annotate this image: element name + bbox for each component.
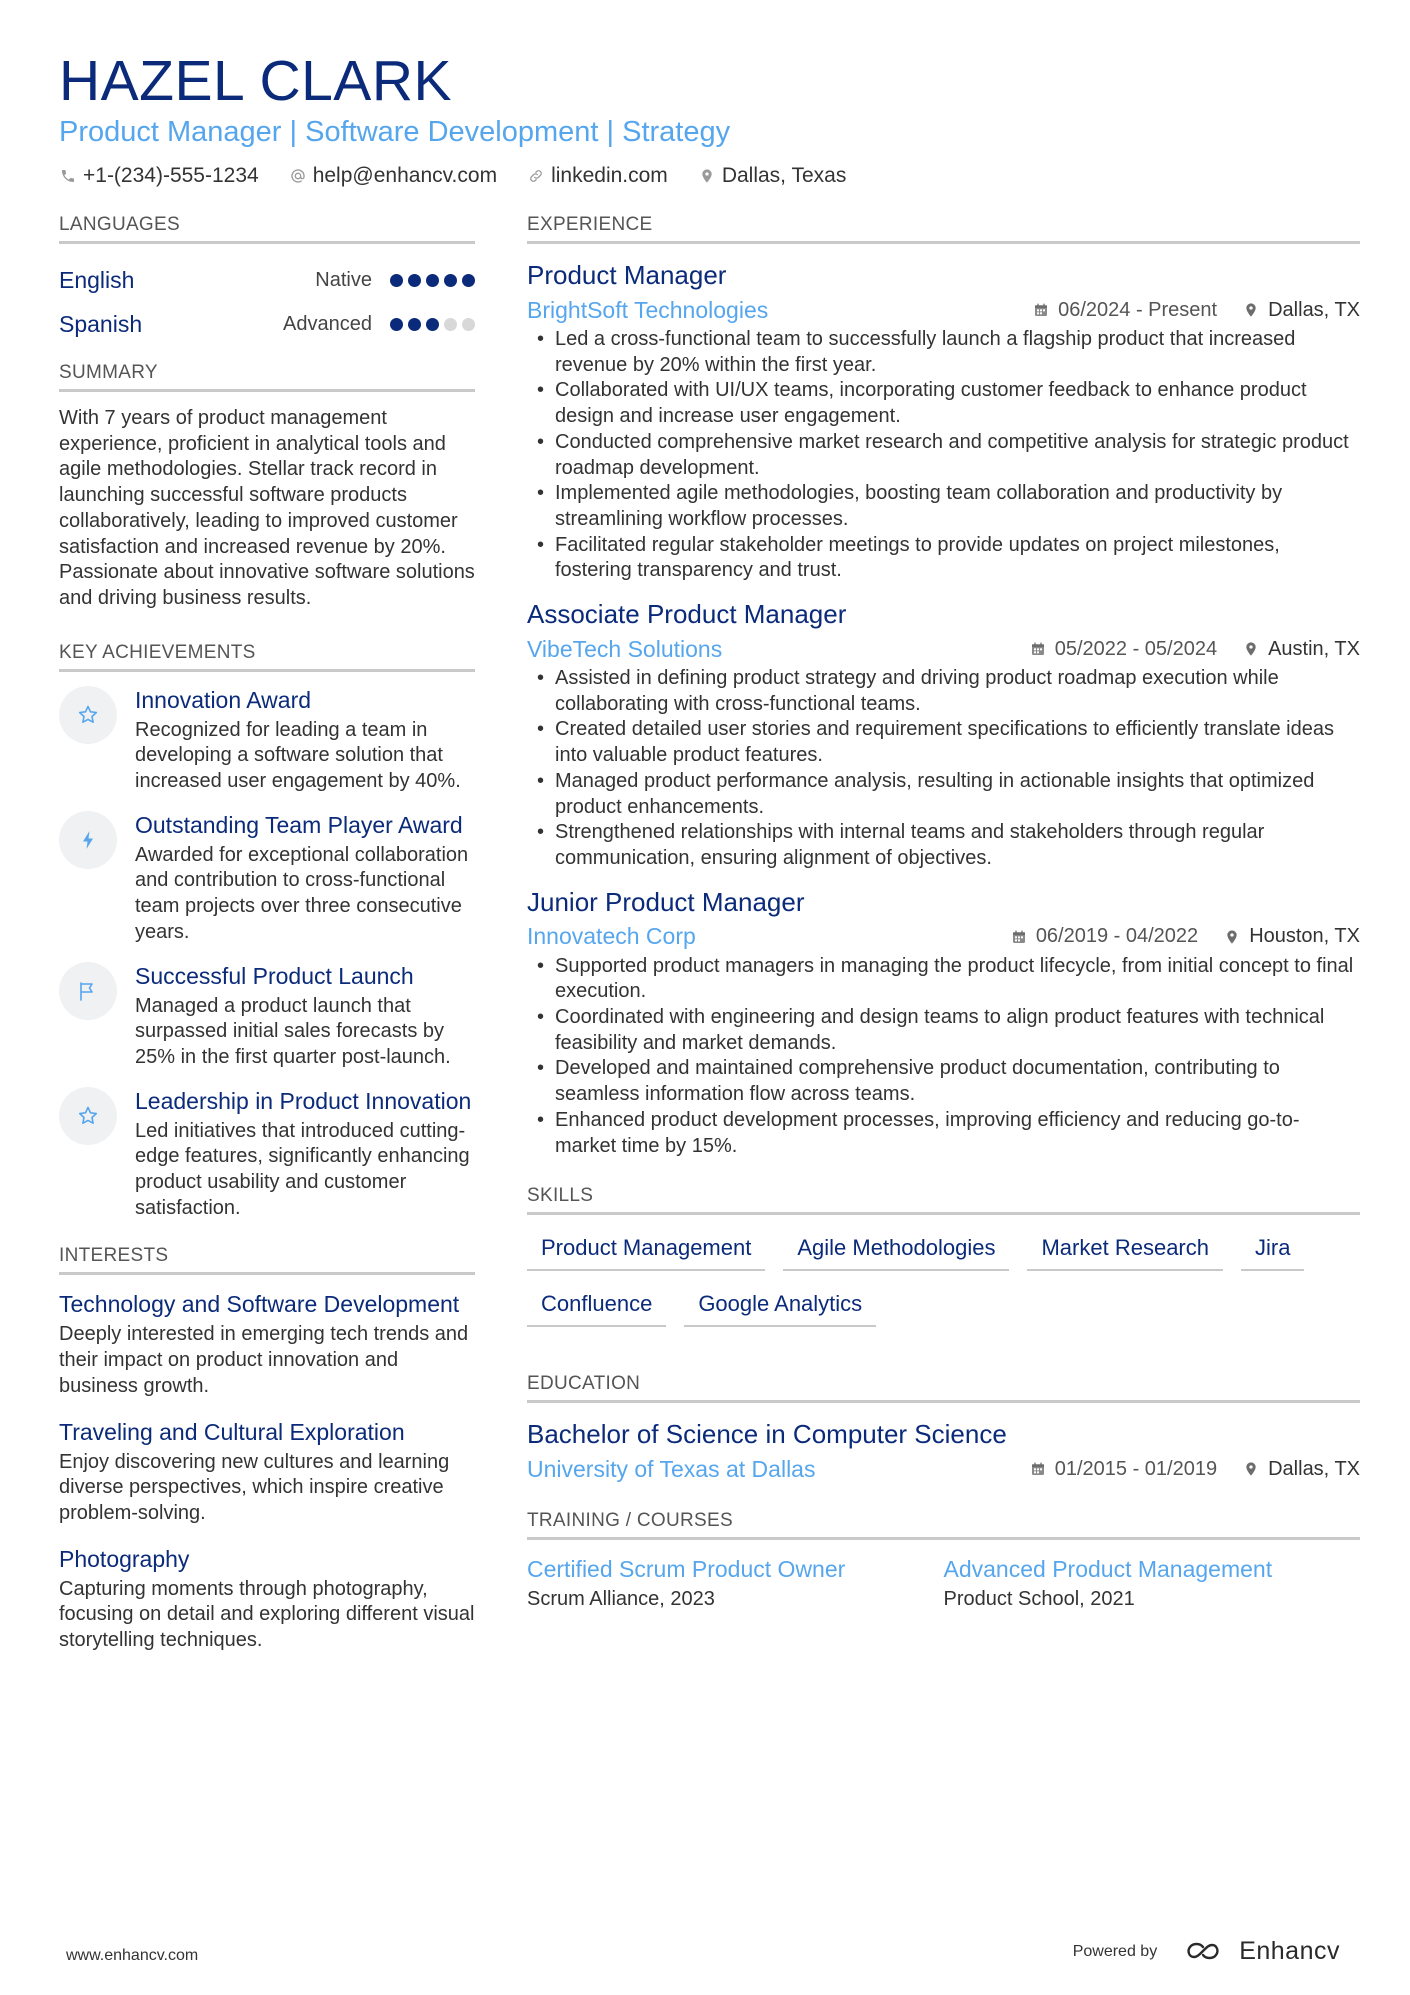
interest-title: Photography	[59, 1545, 190, 1572]
achievement-title: Innovation Award	[135, 686, 312, 713]
job-company: BrightSoft Technologies	[527, 296, 769, 323]
email-text: help@enhancv.com	[312, 164, 498, 187]
star-icon	[59, 1087, 117, 1145]
job-dates	[1033, 299, 1217, 322]
job-bullet: • Conducted comprehensive market research and competitive analysis for strategic product roadmap development.	[527, 430, 1360, 481]
job-item	[527, 885, 1360, 1160]
job-bullet: • Collaborated with UI/UX teams, incorporating customer feedback to enhance product design and increase user engagement.	[527, 378, 1360, 429]
language-name: English	[59, 266, 135, 293]
language-rating	[390, 318, 475, 331]
job-meta	[527, 922, 1360, 952]
flag-icon	[59, 962, 117, 1020]
contact-linkedin[interactable]	[527, 164, 668, 188]
summary-text: With 7 years of product management experience, proficient in analytical tools and agile methodologies. Stellar track record in launching successful software products collaboratively, leading to improved customer satisfaction and increased revenue by 20%. Passionate about innovative software solutions and driving business results.	[59, 407, 475, 609]
language-item	[59, 302, 475, 346]
location-pin-icon	[1243, 1461, 1259, 1477]
job-item	[527, 597, 1360, 872]
star-icon	[59, 686, 117, 744]
rating-dot	[462, 274, 475, 287]
achievement-title: Outstanding Team Player Award	[135, 811, 463, 838]
enhancv-logo[interactable]	[1183, 1937, 1340, 1966]
rating-dot	[444, 318, 457, 331]
job-bullet: • Implemented agile methodologies, boosting team collaboration and productivity by streamlining workflow processes.	[527, 481, 1360, 532]
section-title: EDUCATION	[527, 1373, 1360, 1403]
job-bullet: • Facilitated regular stakeholder meetings to provide updates on project milestones, fostering transparency and trust.	[527, 533, 1360, 584]
rating-dot	[426, 318, 439, 331]
interest-desc: Enjoy discovering new cultures and learning diverse perspectives, which inspire creative problem-solving.	[59, 1450, 450, 1524]
job-title: Product Manager	[527, 260, 727, 290]
course-title: Certified Scrum Product Owner	[527, 1556, 846, 1583]
job-bullets	[527, 954, 1360, 1160]
location-pin-icon	[1243, 641, 1259, 657]
language-level: Advanced	[283, 312, 372, 335]
rating-dot	[390, 274, 403, 287]
job-location-text: Houston, TX	[1249, 925, 1360, 948]
interest-title: Technology and Software Development	[59, 1291, 460, 1318]
education-dates-text: 01/2015 - 01/2019	[1054, 1457, 1218, 1480]
degree-title: Bachelor of Science in Computer Science	[527, 1419, 1007, 1450]
contact-location	[698, 164, 847, 188]
location-pin-icon	[1243, 302, 1259, 318]
rating-dot	[426, 274, 439, 287]
calendar-icon	[1030, 641, 1046, 657]
courses-list	[527, 1554, 1360, 1611]
job-bullet: • Developed and maintained comprehensive product documentation, contributing to seamless information flow across teams.	[527, 1056, 1360, 1107]
interest-item	[59, 1544, 475, 1654]
bolt-icon	[59, 811, 117, 869]
job-bullet: • Assisted in defining product strategy and driving product roadmap execution while collaborating with cross-functional teams.	[527, 666, 1360, 717]
achievement-item	[59, 686, 475, 795]
linkedin-text: linkedin.com	[551, 164, 668, 187]
job-dates-text: 05/2022 - 05/2024	[1054, 637, 1218, 660]
left-column	[59, 214, 475, 1671]
location-text: Dallas, Texas	[721, 164, 847, 187]
achievement-item	[59, 811, 475, 946]
job-bullet: • Coordinated with engineering and design teams to align product features with technical feasibility and market demands.	[527, 1005, 1360, 1056]
interest-title: Traveling and Cultural Exploration	[59, 1418, 405, 1445]
interest-desc: Capturing moments through photography, focusing on detail and exploring different visual storytelling techniques.	[59, 1577, 475, 1652]
job-company: Innovatech Corp	[527, 923, 696, 950]
education-location	[1243, 1458, 1360, 1481]
job-location-text: Austin, TX	[1268, 637, 1360, 660]
link-icon	[527, 167, 545, 185]
job-bullet: • Led a cross-functional team to successfully launch a flagship product that increased revenue by 20% within the first year.	[527, 327, 1360, 378]
job-location	[1243, 299, 1360, 322]
powered-by-label: Powered by	[1072, 1942, 1158, 1960]
interest-item	[59, 1289, 475, 1399]
enhancv-logo-icon	[1183, 1940, 1229, 1964]
right-column	[527, 214, 1360, 1611]
rating-dot	[444, 274, 457, 287]
course-provider: Product School, 2021	[943, 1588, 1135, 1611]
achievement-title: Leadership in Product Innovation	[135, 1087, 472, 1114]
at-icon	[289, 167, 307, 185]
achievement-desc: Recognized for leading a team in developing a software solution that increased user engagement by 40%.	[135, 718, 461, 793]
achievement-title: Successful Product Launch	[135, 962, 414, 989]
experience-section	[527, 214, 1360, 1159]
section-title: LANGUAGES	[59, 214, 475, 244]
interests-section	[59, 1245, 475, 1653]
job-location-text: Dallas, TX	[1268, 298, 1360, 321]
training-section	[527, 1510, 1360, 1611]
job-title: Junior Product Manager	[527, 886, 805, 917]
resume-header	[59, 48, 1359, 188]
job-meta	[527, 295, 1360, 325]
job-bullets	[527, 666, 1360, 872]
job-bullets	[527, 327, 1360, 584]
rating-dot	[462, 318, 475, 331]
phone-icon	[59, 167, 77, 185]
brand-name: Enhancv	[1239, 1937, 1340, 1965]
education-meta	[527, 1454, 1360, 1484]
achievement-desc: Led initiatives that introduced cutting-edge features, significantly enhancing product usability and customer satisfaction.	[135, 1119, 470, 1219]
section-title: SKILLS	[527, 1185, 1360, 1215]
skill-tag: Jira	[1241, 1229, 1304, 1271]
language-level: Native	[315, 268, 372, 291]
achievement-item	[59, 962, 475, 1071]
course-item	[944, 1554, 1361, 1611]
footer-branding	[1073, 1937, 1340, 1966]
skill-tag: Product Management	[527, 1229, 765, 1271]
calendar-icon	[1011, 929, 1027, 945]
candidate-title: Product Manager | Software Development | Strategy	[59, 116, 731, 148]
section-title: INTERESTS	[59, 1245, 475, 1275]
job-bullet: • Strengthened relationships with internal teams and stakeholders through regular communication, ensuring alignment of objectives.	[527, 820, 1360, 871]
rating-dot	[408, 274, 421, 287]
calendar-icon	[1030, 1461, 1046, 1477]
summary-section	[59, 362, 475, 612]
language-item	[59, 258, 475, 302]
job-dates	[1030, 638, 1217, 661]
section-title: EXPERIENCE	[527, 214, 1360, 244]
job-title: Associate Product Manager	[527, 599, 847, 630]
achievement-item	[59, 1087, 475, 1222]
job-meta	[527, 634, 1360, 664]
interest-desc: Deeply interested in emerging tech trends and their impact on product innovation and business growth.	[59, 1323, 469, 1397]
achievement-desc: Managed a product launch that surpassed initial sales forecasts by 25% in the first quarter post-launch.	[135, 994, 451, 1068]
location-pin-icon	[1224, 929, 1240, 945]
job-item	[527, 258, 1360, 584]
skills-list	[527, 1229, 1360, 1327]
calendar-icon	[1033, 302, 1049, 318]
language-rating	[390, 274, 475, 287]
job-dates-text: 06/2024 - Present	[1058, 298, 1218, 321]
location-pin-icon	[698, 167, 716, 185]
section-title: TRAINING / COURSES	[527, 1510, 1360, 1540]
skill-tag: Market Research	[1027, 1229, 1223, 1271]
contact-email[interactable]	[289, 164, 497, 188]
job-bullet: • Managed product performance analysis, resulting in actionable insights that optimized product enhancements.	[527, 769, 1360, 820]
job-bullet: • Created detailed user stories and requirement specifications to efficiently translate ideas into valuable product features.	[527, 717, 1360, 768]
job-bullet: • Enhanced product development processes, improving efficiency and reducing go-to-market time by 15%.	[527, 1108, 1360, 1159]
contact-bar	[59, 164, 1359, 188]
job-dates-text: 06/2019 - 04/2022	[1035, 925, 1199, 948]
education-section	[527, 1373, 1360, 1484]
skill-tag: Google Analytics	[684, 1285, 876, 1327]
skills-section	[527, 1185, 1360, 1327]
education-location-text: Dallas, TX	[1268, 1457, 1360, 1480]
interest-item	[59, 1417, 475, 1527]
skill-tag: Agile Methodologies	[783, 1229, 1009, 1271]
section-title: SUMMARY	[59, 362, 475, 392]
job-bullet: • Supported product managers in managing the product lifecycle, from initial concept to final execution.	[527, 954, 1360, 1005]
skill-tag: Confluence	[527, 1285, 666, 1327]
candidate-name: HAZEL CLARK	[59, 49, 453, 113]
achievement-desc: Awarded for exceptional collaboration and contribution to cross-functional team projects over three consecutive years.	[135, 843, 469, 943]
job-dates	[1011, 925, 1198, 948]
rating-dot	[408, 318, 421, 331]
course-provider: Scrum Alliance, 2023	[527, 1588, 715, 1611]
rating-dot	[390, 318, 403, 331]
section-title: KEY ACHIEVEMENTS	[59, 642, 475, 672]
footer-website[interactable]: www.enhancv.com	[66, 1947, 199, 1964]
languages-section	[59, 214, 475, 346]
school-name: University of Texas at Dallas	[527, 1455, 816, 1482]
education-dates	[1030, 1458, 1217, 1481]
language-name: Spanish	[59, 310, 143, 337]
course-title: Advanced Product Management	[943, 1556, 1273, 1583]
job-location	[1243, 638, 1360, 661]
phone-text: +1-(234)-555-1234	[83, 164, 259, 187]
achievements-section	[59, 642, 475, 1222]
job-location	[1224, 925, 1360, 948]
contact-phone[interactable]	[59, 164, 259, 188]
course-item	[527, 1554, 944, 1611]
job-company: VibeTech Solutions	[527, 635, 723, 662]
